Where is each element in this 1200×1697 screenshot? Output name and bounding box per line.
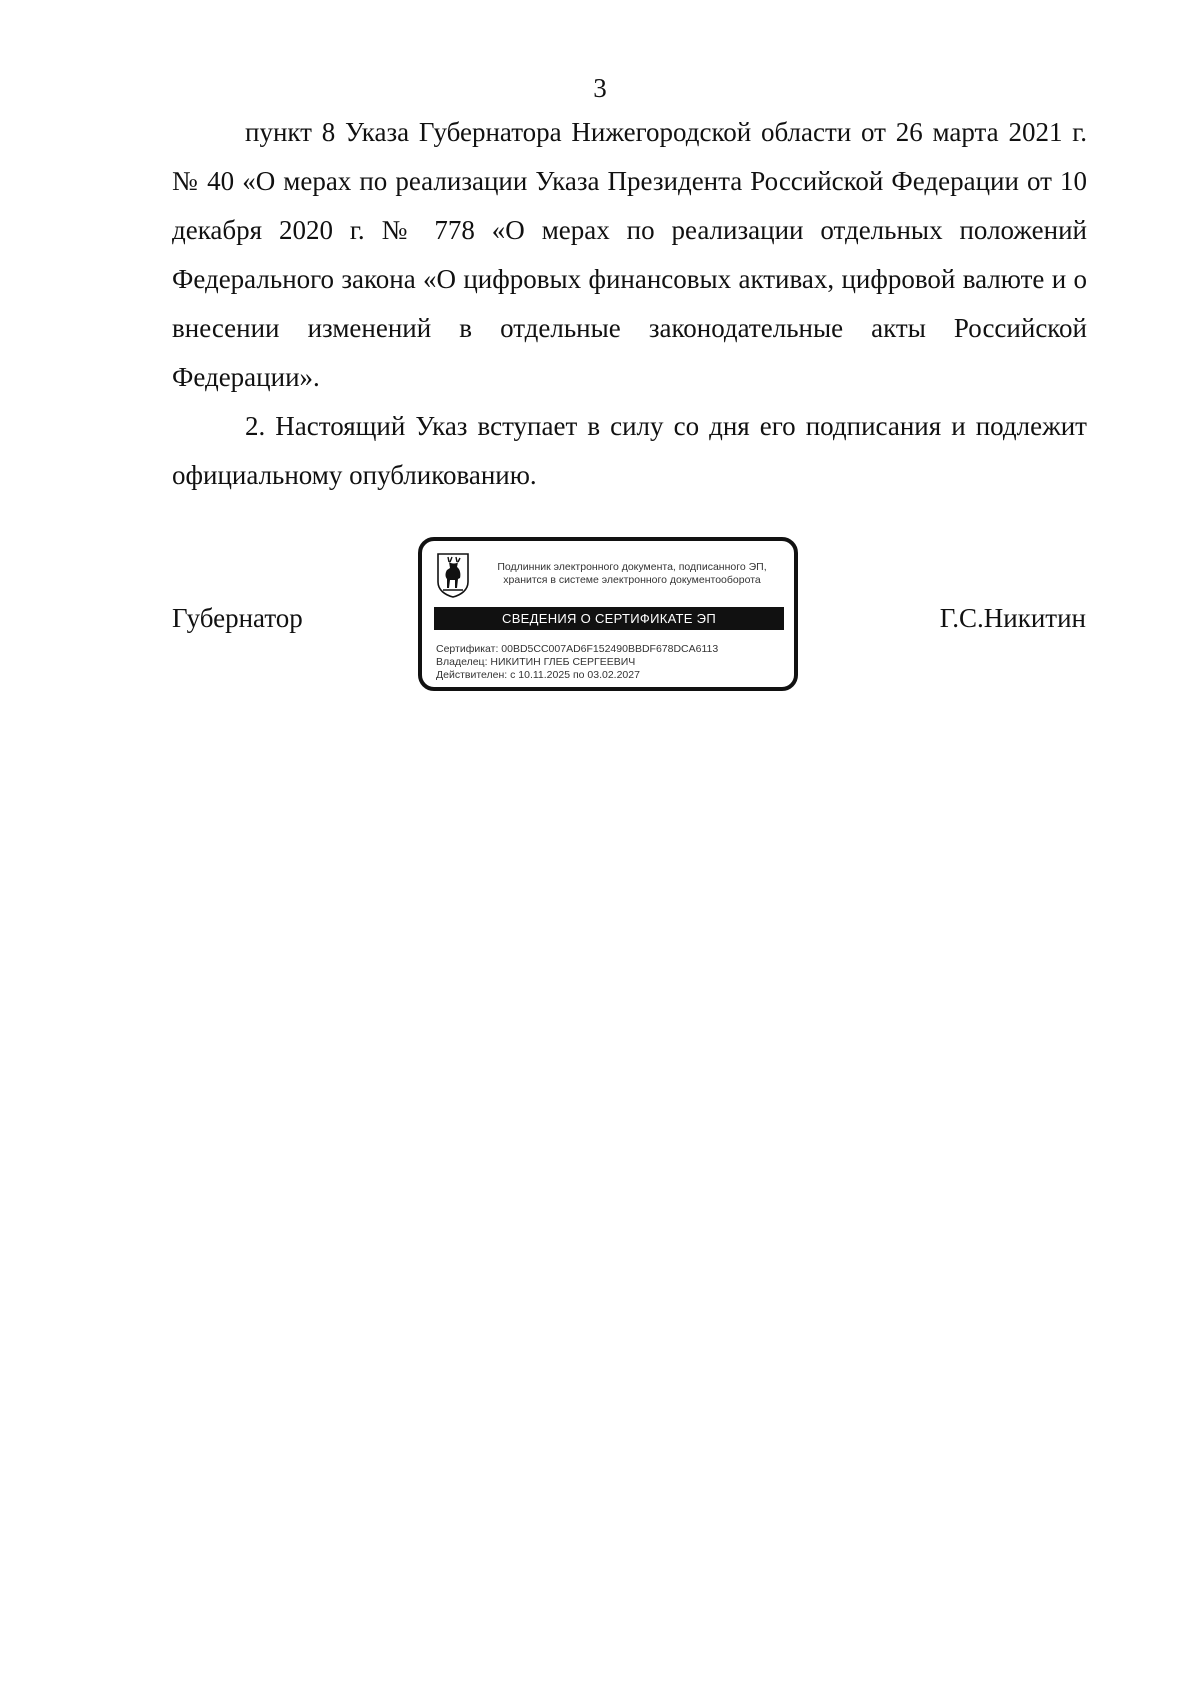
certificate-header: СВЕДЕНИЯ О СЕРТИФИКАТЕ ЭП <box>434 607 784 630</box>
stamp-note-line-2: хранится в системе электронного документооборота <box>503 574 761 586</box>
certificate-details <box>436 643 786 682</box>
signatory-title: Губернатор <box>172 603 303 633</box>
stamp-note <box>482 561 782 587</box>
certificate-owner: Владелец: НИКИТИН ГЛЕБ СЕРГЕЕВИЧ <box>436 656 636 668</box>
coat-of-arms-icon <box>436 552 470 598</box>
paragraph-continuation: пункт 8 Указа Губернатора Нижегородской области от 26 марта 2021 г. № 40 «О мерах по реализации Указа Президента Российской Федерации от 10 декабря 2020 г. № 778 «О мерах по реализации отдельных положений Федерального закона «О цифровых финансовых активах, цифровой валюте и о внесении изменений в отдельные законодательные акты Российской Федерации». <box>172 117 1087 392</box>
certificate-validity: Действителен: с 10.11.2025 по 03.02.2027 <box>436 669 640 681</box>
paragraph-item-2: 2. Настоящий Указ вступает в силу со дня его подписания и подлежит официальному опубликованию. <box>172 411 1087 490</box>
certificate-serial: Сертификат: 00BD5CC007AD6F152490BBDF678DCA6113 <box>436 643 719 655</box>
stamp-note-line-1: Подлинник электронного документа, подписанного ЭП, <box>497 561 767 573</box>
page-number: 3 <box>593 73 607 103</box>
signature-block <box>0 0 1200 720</box>
signatory-name: Г.С.Никитин <box>939 603 1086 633</box>
electronic-signature-stamp <box>418 537 798 691</box>
